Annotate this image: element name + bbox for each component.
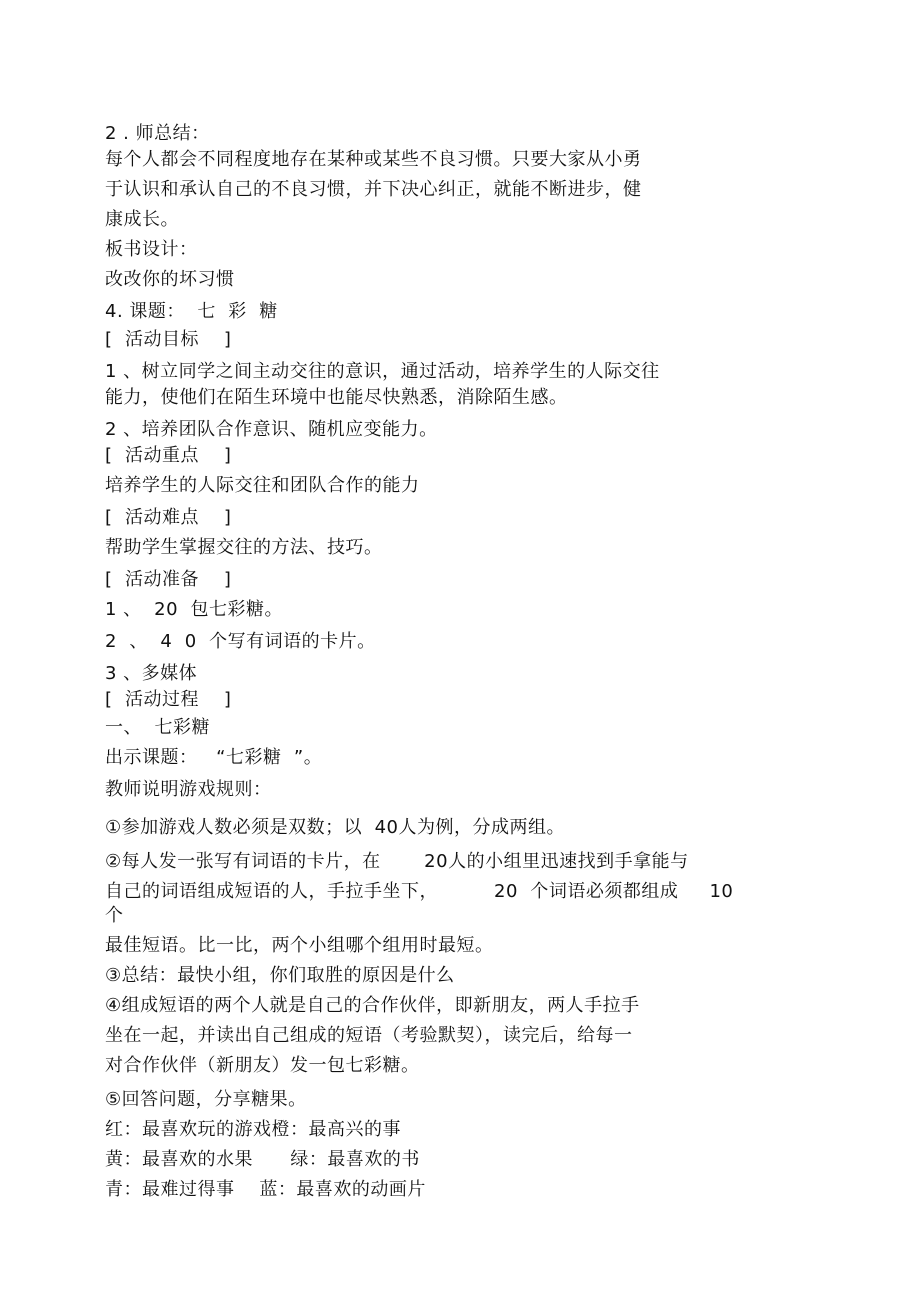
preparation-item-3: 3 、多媒体 bbox=[105, 663, 198, 684]
summary-text-line-3: 康成长。 bbox=[105, 209, 179, 230]
rule-2-line-3: 个 bbox=[105, 905, 124, 926]
rule-2-line-4: 最佳短语。比一比，两个小组哪个组用时最短。 bbox=[105, 935, 494, 956]
rule-4-line-2: 坐在一起，并读出自己组成的短语（考验默契），读完后，给每一 bbox=[105, 1025, 633, 1046]
goal-2: 2 、培养团队合作意识、随机应变能力。 bbox=[105, 419, 438, 440]
rule-4-line-1: ④组成短语的两个人就是自己的合作伙伴，即新朋友，两人手拉手 bbox=[105, 995, 640, 1016]
show-topic-line: 出示课题： “七彩糖 ”。 bbox=[105, 747, 323, 768]
process-part-1-title: 一、 七彩糖 bbox=[105, 717, 210, 738]
rule-2-line-2: 自己的词语组成短语的人，手拉手坐下， 20 个词语必须都组成 10 bbox=[105, 881, 734, 902]
summary-text-line-2: 于认识和承认自己的不良习惯，并下决心纠正，就能不断进步，健 bbox=[105, 179, 642, 200]
color-question-3: 青：最难过得事 蓝：最喜欢的动画片 bbox=[105, 1179, 426, 1200]
key-points-heading: [ 活动重点 ] bbox=[105, 445, 232, 466]
rule-5: ⑤回答问题，分享糖果。 bbox=[105, 1089, 307, 1110]
section-summary-heading: 2 . 师总结： bbox=[105, 123, 210, 144]
key-points-text: 培养学生的人际交往和团队合作的能力 bbox=[105, 475, 420, 496]
goal-1-line-2: 能力，使他们在陌生环境中也能尽快熟悉，消除陌生感。 bbox=[105, 387, 568, 408]
board-design-title: 改改你的坏习惯 bbox=[105, 269, 235, 290]
rule-3: ③总结：最快小组，你们取胜的原因是什么 bbox=[105, 965, 455, 986]
preparation-item-2: 2 、 4 0 个写有词语的卡片。 bbox=[105, 631, 376, 652]
color-question-1: 红：最喜欢玩的游戏橙：最高兴的事 bbox=[105, 1119, 401, 1140]
color-question-2: 黄：最喜欢的水果 绿：最喜欢的书 bbox=[105, 1149, 420, 1170]
goals-heading: [ 活动目标 ] bbox=[105, 329, 232, 350]
summary-text-line-1: 每个人都会不同程度地存在某种或某些不良习惯。只要大家从小勇 bbox=[105, 149, 642, 170]
lesson-title: 4. 课题： 七 彩 糖 bbox=[105, 301, 278, 322]
preparation-heading: [ 活动准备 ] bbox=[105, 569, 232, 590]
preparation-item-1: 1 、 20 包七彩糖。 bbox=[105, 599, 283, 620]
difficulty-text: 帮助学生掌握交往的方法、技巧。 bbox=[105, 537, 383, 558]
rule-1: ①参加游戏人数必须是双数；以 40人为例，分成两组。 bbox=[105, 817, 565, 838]
rules-heading: 教师说明游戏规则： bbox=[105, 779, 272, 800]
process-heading: [ 活动过程 ] bbox=[105, 689, 232, 710]
goal-1-line-1: 1 、树立同学之间主动交往的意识，通过活动，培养学生的人际交往 bbox=[105, 361, 660, 382]
difficulty-heading: [ 活动难点 ] bbox=[105, 507, 232, 528]
rule-2-line-1: ②每人发一张写有词语的卡片，在 20人的小组里迅速找到手拿能与 bbox=[105, 851, 689, 872]
rule-4-line-3: 对合作伙伴（新朋友）发一包七彩糖。 bbox=[105, 1055, 420, 1076]
board-design-heading: 板书设计： bbox=[105, 239, 198, 260]
